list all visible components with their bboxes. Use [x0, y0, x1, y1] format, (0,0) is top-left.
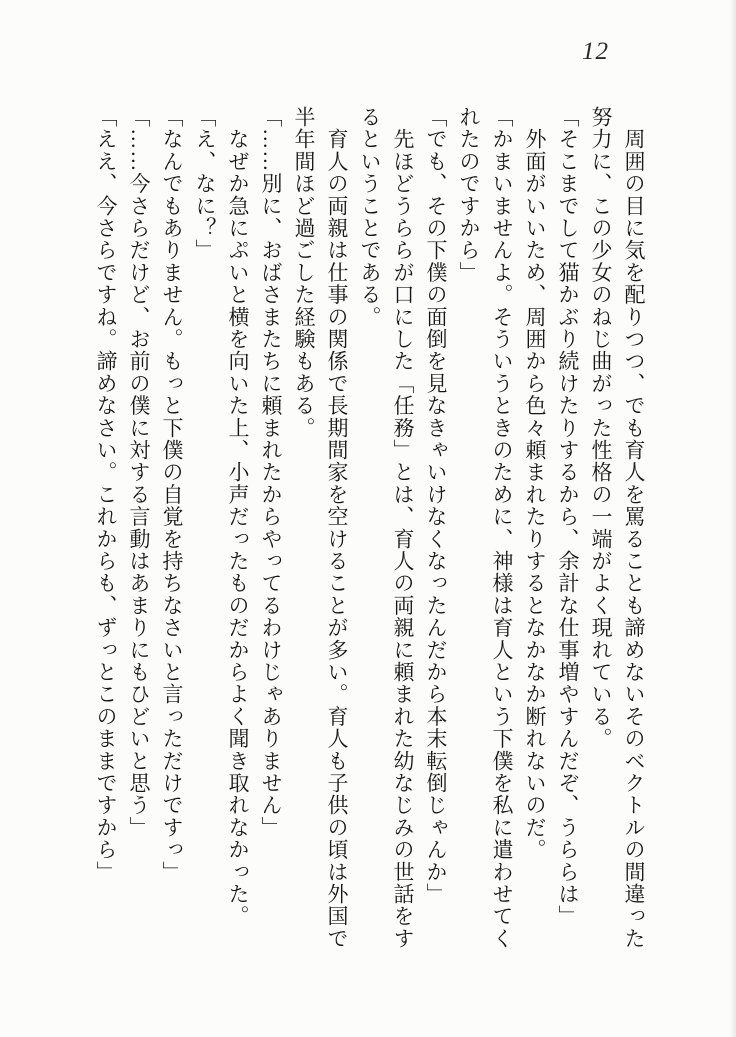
text-line: 周囲の目に気を配りつつ、でも育人を罵ることも諦めないそのベクトルの間違った [622, 106, 646, 950]
page-text [89, 106, 650, 956]
text-line: なぜか急にぷいと横を向いた上、小声だったものだからよく聞き取れなかった。 [226, 106, 250, 928]
text-line: 「え、なに？」 [193, 106, 217, 262]
scan-edge-shadow [730, 0, 736, 1037]
text-line: 「……別に、おばさまたちに頼まれたからやってるわけじゃありません」 [259, 106, 283, 839]
text-line: 先ほどうららが口にした「任務」とは、育人の両親に頼まれた幼なじみの世話をす [391, 106, 415, 950]
text-line: 努力に、この少女のねじ曲がった性格の一端がよく現れている。 [589, 106, 613, 750]
text-line: 「ええ、今さらですね。諦めなさい。これからも、ずっとこのままですから」 [94, 106, 118, 883]
text-line: るということである。 [358, 106, 382, 328]
text-line: 「なんでもありません。もっと下僕の自覚を持ちなさいと言っただけですっ」 [160, 106, 184, 883]
text-line: 育人の両親は仕事の関係で長期間家を空けることが多い。育人も子供の頃は外国で [325, 106, 349, 950]
text-line: 「かまいませんよ。そういうときのために、神様は育人という下僕を私に遣わせてく [490, 106, 514, 950]
text-line: 「そこまでして猫かぶり続けたりするから、余計な仕事増やすんだぞ、うららは」 [556, 106, 580, 928]
text-line: 半年間ほど過ごした経験もある。 [292, 106, 316, 439]
text-line: れたのですから」 [457, 106, 481, 284]
text-line: 「でも、その下僕の面倒を見なきゃいけなくなったんだから本末転倒じゃんか」 [424, 106, 448, 906]
page-number: 12 [582, 38, 609, 65]
text-line: 「……今さらだけど、お前の僕に対する言動はあまりにもひどいと思う」 [127, 106, 151, 839]
text-line: 外面がいいため、周囲から色々頼まれたりするとなかなか断れないのだ。 [523, 106, 547, 861]
